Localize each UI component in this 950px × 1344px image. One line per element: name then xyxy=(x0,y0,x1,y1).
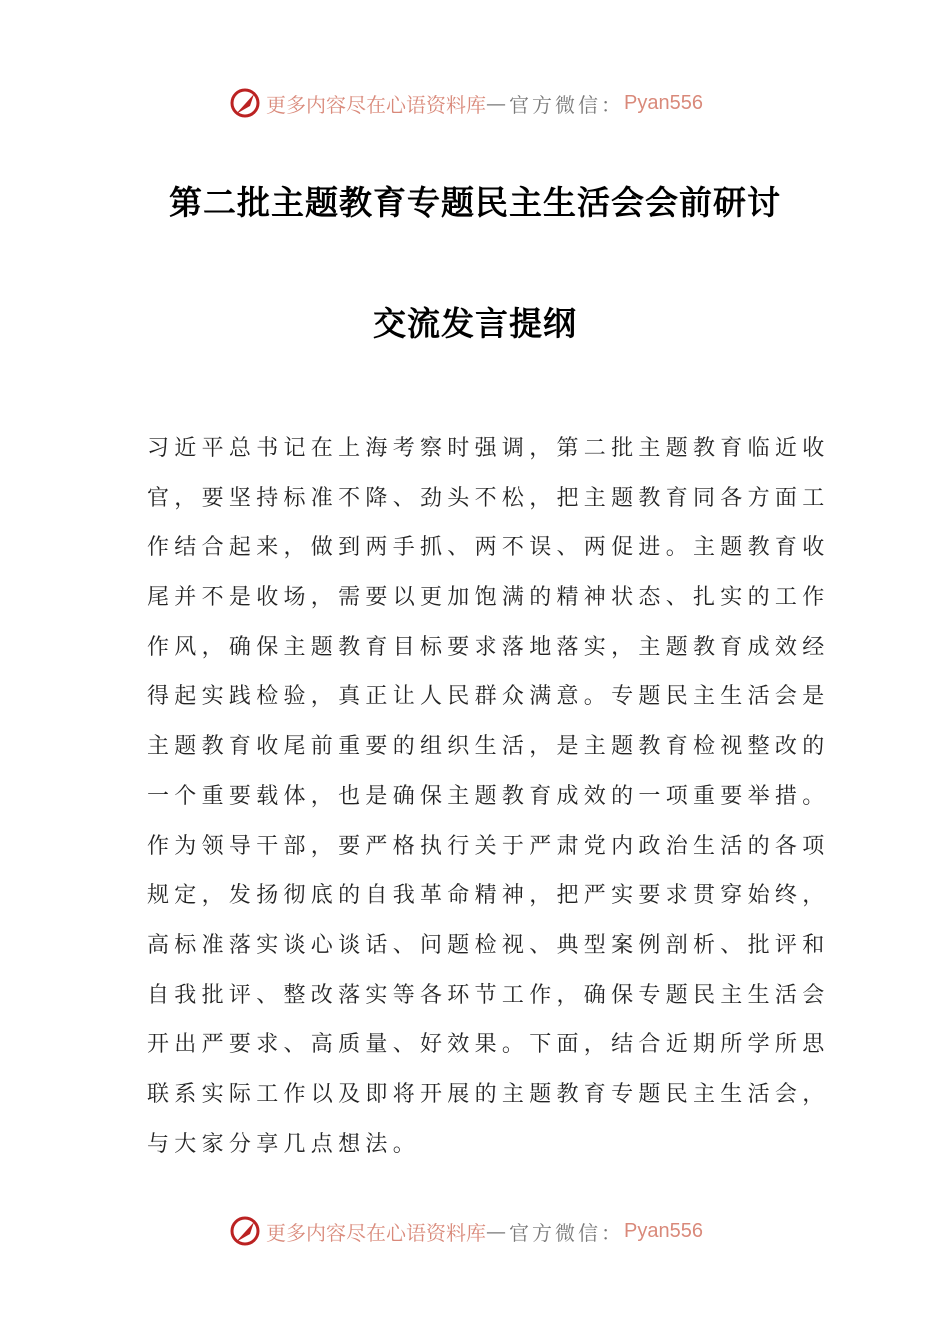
text-line: 规定，发扬彻底的自我革命精神，把严实要求贯穿始终， xyxy=(147,883,830,909)
text-line: 一个重要载体，也是确保主题教育成效的一项重要举措。 xyxy=(147,783,830,809)
watermark-label: 官方微信： xyxy=(509,92,624,117)
body-paragraph xyxy=(147,433,830,1178)
text-line: 高标准落实谈心谈话、问题检视、典型案例剖析、批评和 xyxy=(147,932,830,958)
text-line: 尾并不是收场，需要以更加饱满的精神状态、扎实的工作 xyxy=(147,585,830,611)
document-title-line-2: 交流发言提纲 xyxy=(373,304,577,343)
text-line: 开出严要求、高质量、好效果。下面，结合近期所学所思 xyxy=(147,1032,830,1058)
quill-logo-icon xyxy=(228,86,262,120)
text-line: 官，要坚持标准不降、劲头不松，把主题教育同各方面工 xyxy=(147,485,830,511)
watermark-site: 更多内容尽在心语资料库 xyxy=(266,1220,486,1245)
text-line: 作风，确保主题教育目标要求落地落实，主题教育成效经 xyxy=(147,634,830,660)
quill-logo-icon xyxy=(228,1214,262,1248)
text-line: 习近平总书记在上海考察时强调，第二批主题教育临近收 xyxy=(147,436,830,461)
watermark-id: Pyan556 xyxy=(624,1219,703,1242)
footer-watermark xyxy=(228,1211,703,1251)
text-line: 自我批评、整改落实等各环节工作，确保专题民主生活会 xyxy=(147,982,830,1008)
watermark-site: 更多内容尽在心语资料库 xyxy=(266,92,486,117)
text-line: 与大家分享几点想法。 xyxy=(147,1131,421,1157)
text-line: 作为领导干部，要严格执行关于严肃党内政治生活的各项 xyxy=(147,833,830,859)
watermark-sep: — xyxy=(486,91,509,115)
text-line: 主题教育收尾前重要的组织生活，是主题教育检视整改的 xyxy=(147,734,830,760)
document-title-line-1: 第二批主题教育专题民主生活会会前研讨 xyxy=(169,183,781,222)
text-line: 得起实践检验，真正让人民群众满意。专题民主生活会是 xyxy=(147,684,830,710)
text-line: 联系实际工作以及即将开展的主题教育专题民主生活会， xyxy=(147,1081,830,1107)
text-line: 作结合起来，做到两手抓、两不误、两促进。主题教育收 xyxy=(147,535,830,561)
watermark-label: 官方微信： xyxy=(509,1220,624,1245)
header-watermark xyxy=(228,83,703,123)
watermark-sep: — xyxy=(486,1219,509,1243)
watermark-id: Pyan556 xyxy=(624,91,703,114)
